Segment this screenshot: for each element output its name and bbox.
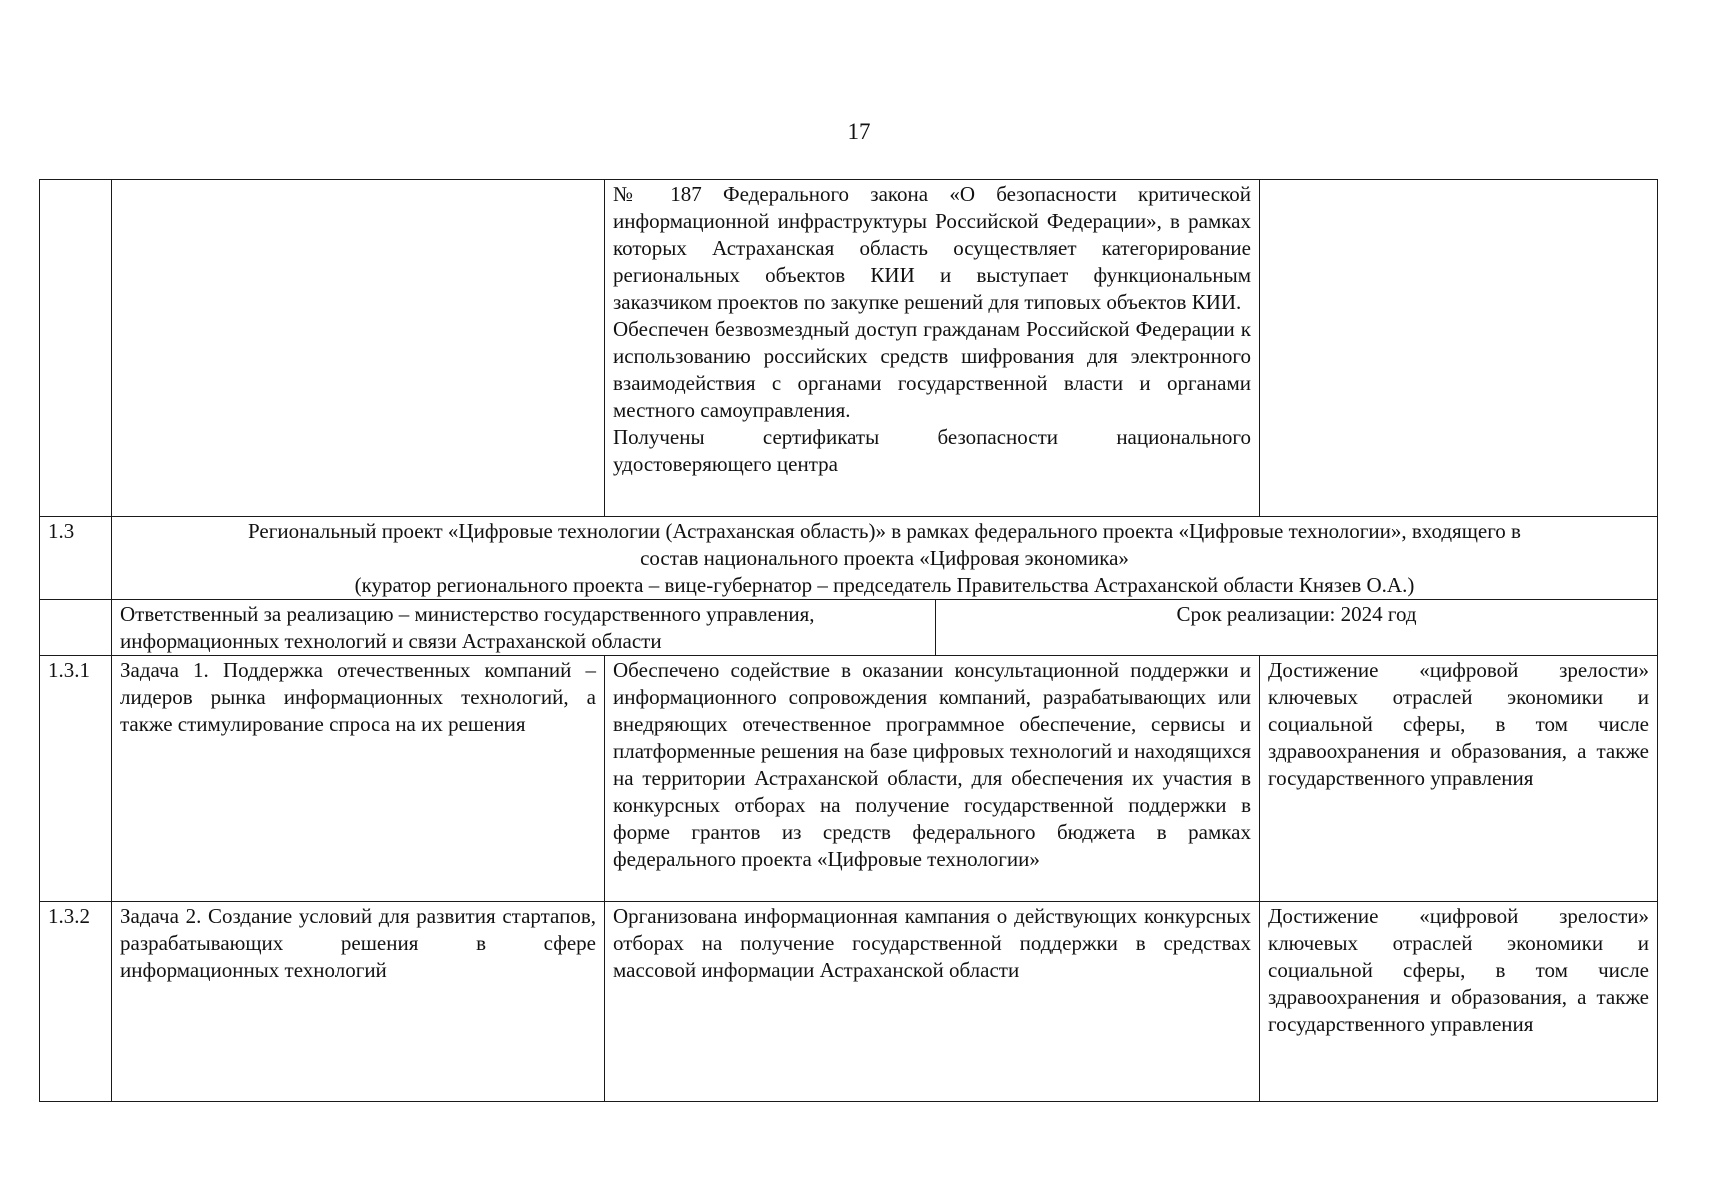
task-cell [112,180,605,517]
task-result: Обеспечено содействие в оказании консультационной поддержки и информационного сопровождения компаний, разрабатывающих или внедряющих отечественное программное обеспечение, сервисы и платформенные решения на базе цифровых технологий и находящихся на территории Астраханской области, для обеспечения их участия в конкурсных отборах на получение государственной поддержки в форме грантов из средств федерального бюджета в рамках федерального проекта «Цифровые технологии» [605,656,1260,902]
project-title-line: состав национального проекта «Цифровая экономика» [640,546,1129,570]
goal-cell [1260,180,1658,517]
task-description: Задача 2. Создание условий для развития стартапов, разрабатывающих решения в сфере информационных технологий [112,902,605,1102]
number-cell [40,180,112,517]
task-goal: Достижение «цифровой зрелости» ключевых отраслей экономики и социальной сферы, в том числе здравоохранения и образования, а также государственного управления [1260,656,1658,902]
project-title-line: Региональный проект «Цифровые технологии (Астраханская область)» в рамках федерального проекта «Цифровые технологии», входящего в [248,519,1521,543]
task-number: 1.3.2 [40,902,112,1102]
project-title [112,517,1658,600]
task-description: Задача 1. Поддержка отечественных компаний – лидеров рынка информационных технологий, а также стимулирование спроса на их решения [112,656,605,902]
program-table [39,179,1658,1102]
responsible-cell: Ответственный за реализацию – министерство государственного управления, информационных технологий и связи Астраханской области [112,600,936,656]
page-number: 17 [847,119,871,144]
project-curator-line: (куратор регионального проекта – вице-губернатор – председатель Правительства Астраханской области Князев О.А.) [354,573,1415,597]
result-paragraph: Обеспечен безвозмездный доступ гражданам Российской Федерации к использованию российских средств шифрования для электронного взаимодействия с органами государственной власти и органами местного самоуправления. [613,317,1251,422]
task-result: Организована информационная кампания о действующих конкурсных отборах на получение государственной поддержки в средствах массовой информации Астраханской области [605,902,1260,1102]
project-number: 1.3 [40,517,112,600]
deadline-cell: Срок реализации: 2024 год [936,600,1658,656]
table-row-project-header [40,517,1658,600]
table-row-responsible [40,600,1658,656]
table-row [40,656,1658,902]
task-goal: Достижение «цифровой зрелости» ключевых отраслей экономики и социальной сферы, в том числе здравоохранения и образования, а также государственного управления [1260,902,1658,1102]
table-row [40,902,1658,1102]
table-row-continuation [40,180,1658,517]
number-cell [40,600,112,656]
result-cell [605,180,1260,517]
task-number: 1.3.1 [40,656,112,902]
result-paragraph: Получены сертификаты безопасности национального удостоверяющего центра [613,425,1251,476]
result-paragraph: № 187 Федерального закона «О безопасности критической информационной инфраструктуры Российской Федерации», в рамках которых Астраханская область осуществляет категорирование региональных объектов КИИ и выступает функциональным заказчиком проектов по закупке решений для типовых объектов КИИ. [613,182,1251,314]
